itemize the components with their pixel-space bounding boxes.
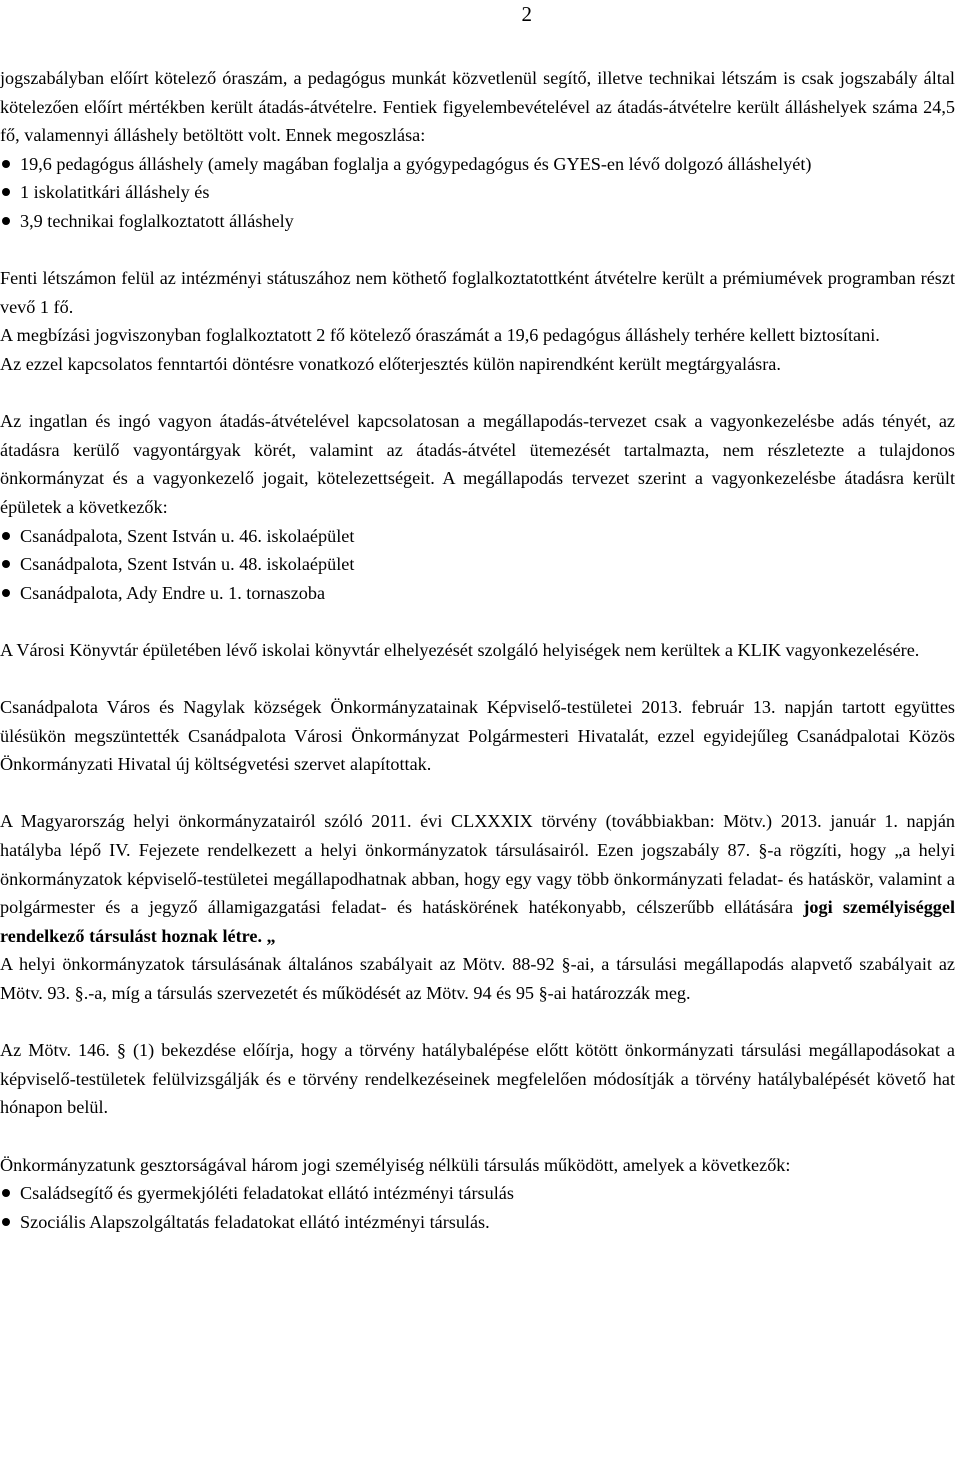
list-item: Csanádpalota, Szent István u. 46. iskolaépület xyxy=(0,522,955,551)
list-item: 19,6 pedagógus álláshely (amely magában foglalja a gyógypedagógus és GYES-en lévő dolgozó álláshelyét) xyxy=(0,150,955,179)
list-item: Csanádpalota, Szent István u. 48. iskolaépület xyxy=(0,550,955,579)
document-body xyxy=(0,64,955,1236)
paragraph-joint-office: Csanádpalota Város és Nagylak községek Önkormányzatainak Képviselő-testületei 2013. február 13. napján tartott együttes ülésükön megszüntették Csanádpalota Városi Önkormányzat Polgármesteri Hivatalát, ezzel egyidejűleg Csanádpalotai Közös Önkormányzati Hivatal új költségvetési szervet alapítottak. xyxy=(0,697,955,775)
paragraph-proposal: Az ezzel kapcsolatos fenntartói döntésre vonatkozó előterjesztés külön napirendként került megtárgyalásra. xyxy=(0,353,781,374)
list-item: 1 iskolatitkári álláshely és xyxy=(0,178,955,207)
bullet-icon xyxy=(2,160,10,168)
paragraph-contract: A megbízási jogviszonyban foglalkoztatott 2 fő kötelező óraszámát a 19,6 pedagógus álláshely terhére kellett biztosítani. xyxy=(0,325,880,346)
associations-list xyxy=(0,1179,955,1236)
buildings-list xyxy=(0,522,955,608)
bullet-icon xyxy=(2,532,10,540)
bold-quote: jogi személyiséggel rendelkező társulást hoznak létre. „ xyxy=(0,897,956,946)
paragraph-motv-146: Az Mötv. 146. § (1) bekezdése előírja, hogy a törvény hatálybalépése előtt kötött önkormányzati társulási megállapodásokat a képviselő-testületek felülvizsgálják és e törvény rendelkezéseinek megfelelően módosítják a törvény hatálybalépését követő hat hónapon belül. xyxy=(0,1040,955,1118)
bullet-icon xyxy=(2,560,10,568)
paragraph-motv: A Magyarország helyi önkormányzatairól szóló 2011. évi CLXXXIX törvény (továbbiakban: Mötv.) 2013. január 1. napján hatályba lépő IV. Fejezete rendelkezett a helyi önkormányzatok társulásairól. Ezen jogszabály 87. §-a rögzíti, hogy „a helyi önkormányzatok képviselő-testületei megállapodhatnak abban, hogy egy vagy több önkormányzati feladat- és hatáskör, valamint a polgármester és a jegyző államigazgatási feladat- és hatáskörének hatékonyabb, célszerűbb ellátására jogi személyiséggel rendelkező társulást hoznak létre. „ xyxy=(0,811,956,946)
list-item: Csanádpalota, Ady Endre u. 1. tornaszoba xyxy=(0,579,955,608)
list-item: 3,9 technikai foglalkoztatott álláshely xyxy=(0,207,955,236)
bullet-icon xyxy=(2,589,10,597)
bullet-icon xyxy=(2,1189,10,1197)
paragraph-premium-years: Fenti létszámon felül az intézményi státuszához nem köthető foglalkoztatottként átvételre került a prémiumévek programban részt vevő 1 fő. xyxy=(0,268,955,317)
bullet-icon xyxy=(2,217,10,225)
page-number: 2 xyxy=(521,2,532,26)
paragraph-association-rules: A helyi önkormányzatok társulásának általános szabályait az Mötv. 88-92 §-ai, a társulási megállapodás alapvető szabályait az Mötv. 93. §.-a, míg a társulás szervezetét és működését az Mötv. 94 és 95 §-ai határozzák meg. xyxy=(0,954,955,1003)
staff-breakdown-list xyxy=(0,150,955,236)
paragraph-staffing: jogszabályban előírt kötelező óraszám, a pedagógus munkát közvetlenül segítő, illetve technikai létszám is csak jogszabály által kötelezően előírt mértékben került átadás-átvételre. Fentiek figyelembevételével az átadás-átvételre került álláshelyek száma 24,5 fő, valamennyi álláshely betöltött volt. Ennek megoszlása: xyxy=(0,68,955,146)
bullet-icon xyxy=(2,1218,10,1226)
paragraph-library: A Városi Könyvtár épületében lévő iskolai könyvtár elhelyezését szolgáló helyiségek nem kerültek a KLIK vagyonkezelésére. xyxy=(0,639,920,660)
bullet-icon xyxy=(2,188,10,196)
paragraph-property: Az ingatlan és ingó vagyon átadás-átvételével kapcsolatosan a megállapodás-tervezet csak a vagyonkezelésbe adás tényét, az átadásra kerülő vagyontárgyak körét, valamint az átadás-átvétel ütemezését tartalmazta, nem részletezte a tulajdonos önkormányzat és a vagyonkezelő jogait, kötelezettségeit. A megállapodás tervezet szerint a vagyonkezelésbe átadásra került épületek a következők: xyxy=(0,411,955,517)
list-item: Szociális Alapszolgáltatás feladatokat ellátó intézményi társulás. xyxy=(0,1208,955,1237)
list-item: Családsegítő és gyermekjóléti feladatokat ellátó intézményi társulás xyxy=(0,1179,955,1208)
paragraph-associations: Önkormányzatunk gesztorságával három jogi személyiség nélküli társulás működött, amelyek a következők: xyxy=(0,1154,791,1175)
